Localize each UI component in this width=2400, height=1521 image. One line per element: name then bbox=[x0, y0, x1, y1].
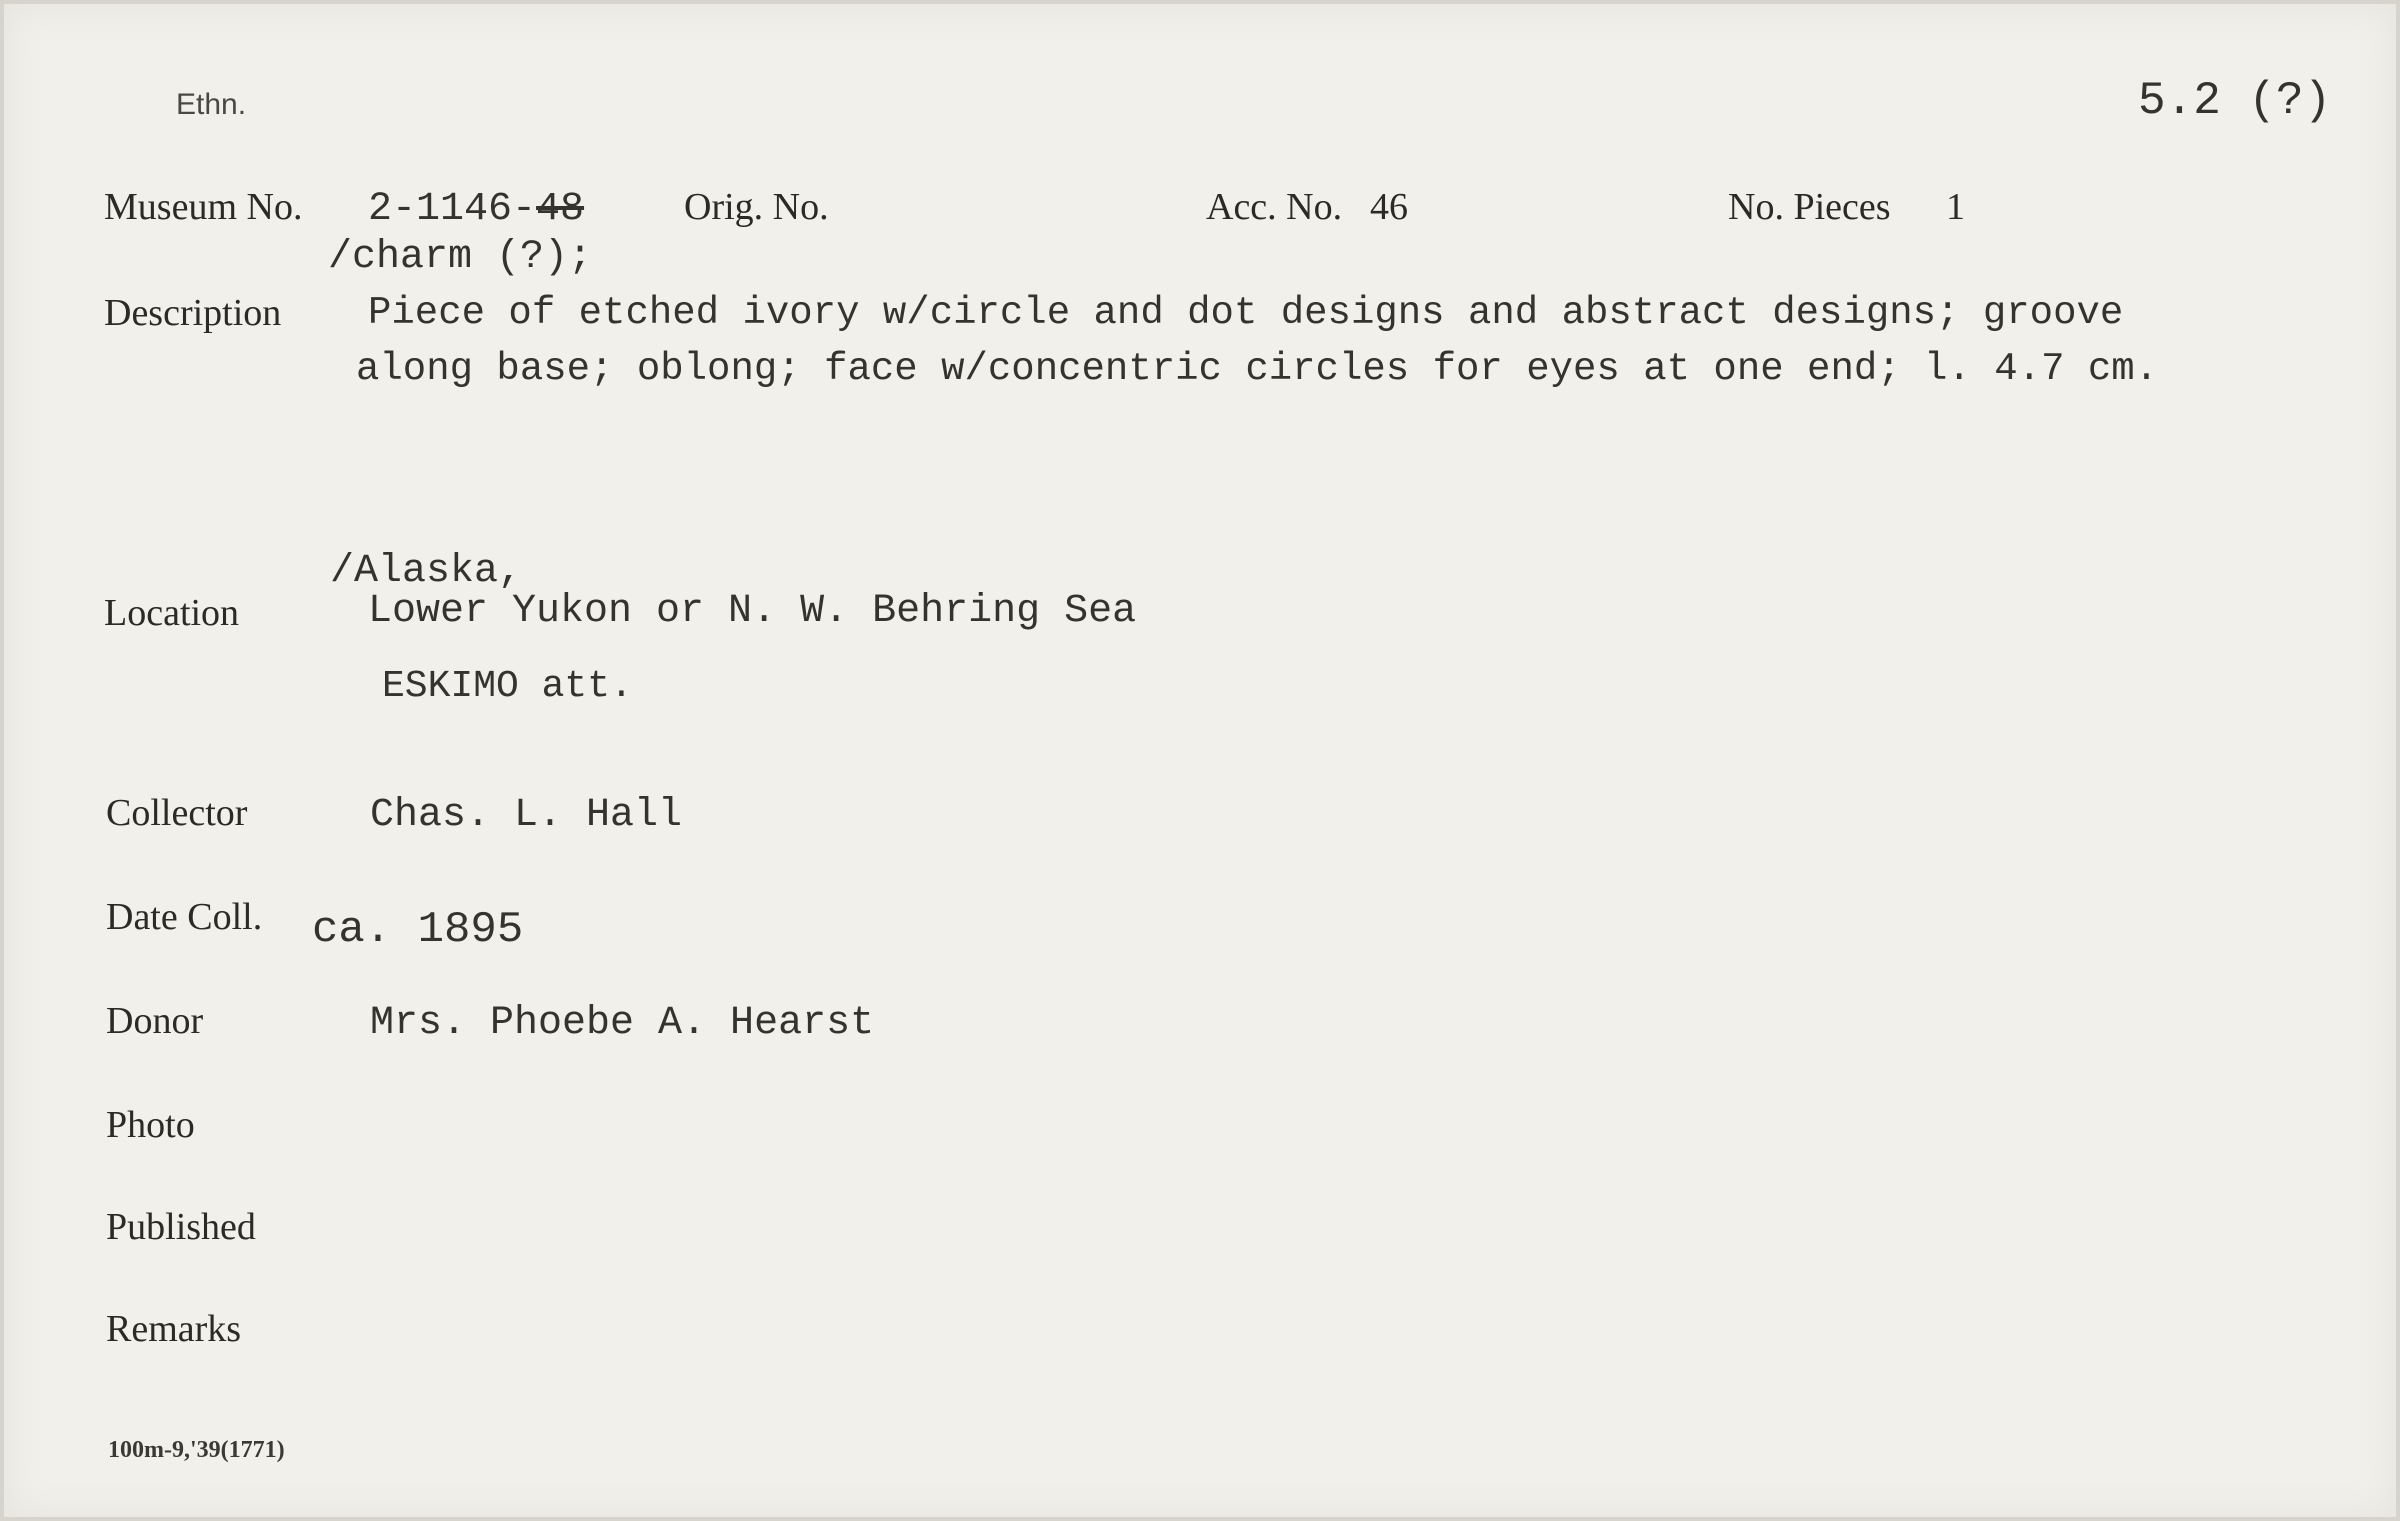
catalog-card bbox=[4, 4, 2396, 1517]
object-name: /charm (?); bbox=[328, 235, 593, 280]
location-label: Location bbox=[104, 592, 240, 634]
photo-label: Photo bbox=[106, 1104, 195, 1146]
acc-no-value: 46 bbox=[1370, 186, 1408, 228]
museum-no-label: Museum No. bbox=[104, 186, 303, 228]
acc-no-label: Acc. No. bbox=[1206, 186, 1343, 228]
location-region: /Alaska, bbox=[330, 549, 523, 594]
museum-no-number: 2-1146- bbox=[368, 187, 537, 232]
location-value: Lower Yukon or N. W. Behring Sea bbox=[368, 589, 1137, 634]
museum-no-struck: 48 bbox=[536, 187, 585, 232]
no-pieces-value: 1 bbox=[1946, 186, 1965, 228]
culture-attribution: ESKIMO att. bbox=[382, 665, 633, 708]
collector-label: Collector bbox=[106, 792, 248, 834]
donor-value: Mrs. Phoebe A. Hearst bbox=[370, 1001, 875, 1046]
form-number: 100m-9,'39(1771) bbox=[108, 1437, 285, 1463]
collector-value: Chas. L. Hall bbox=[370, 793, 683, 838]
no-pieces-label: No. Pieces bbox=[1728, 186, 1891, 228]
description-label: Description bbox=[104, 292, 282, 334]
description-line-1: Piece of etched ivory w/circle and dot designs and abstract designs; groove bbox=[368, 291, 2124, 335]
catalog-mark: 5.2 (?) bbox=[2138, 75, 2332, 127]
museum-no-value bbox=[368, 187, 585, 232]
remarks-label: Remarks bbox=[106, 1308, 242, 1350]
orig-no-label: Orig. No. bbox=[684, 186, 829, 228]
date-coll-label: Date Coll. bbox=[106, 896, 263, 938]
donor-label: Donor bbox=[106, 1000, 204, 1042]
description-line-2: along base; oblong; face w/concentric circles for eyes at one end; l. 4.7 cm. bbox=[356, 347, 2159, 391]
published-label: Published bbox=[106, 1206, 256, 1248]
dept-mark: Ethn. bbox=[176, 88, 247, 121]
date-coll-value: ca. 1895 bbox=[312, 905, 524, 955]
